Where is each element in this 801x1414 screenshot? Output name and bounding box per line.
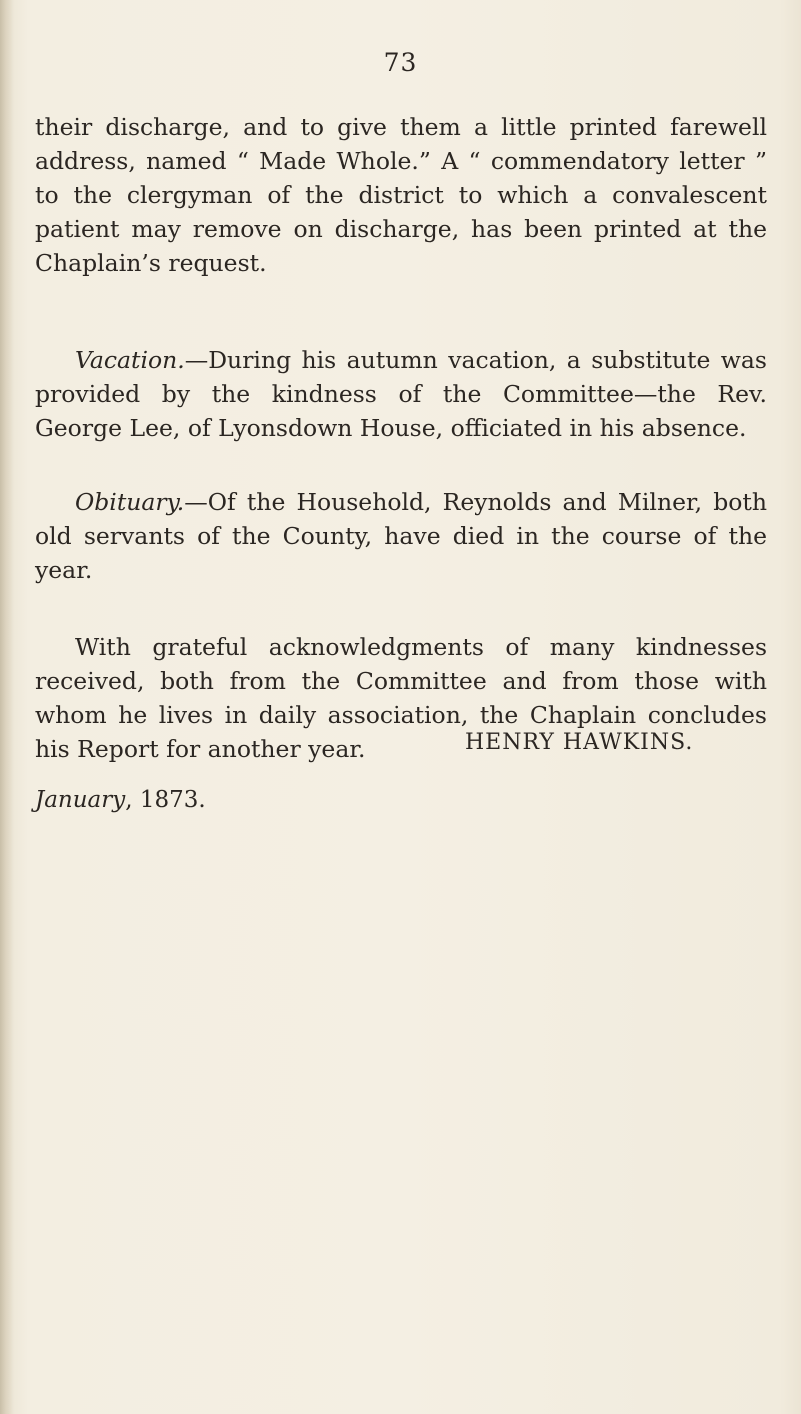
paragraph-obituary [35,485,767,587]
dateline-year: , 1873. [125,787,206,813]
section-heading-obituary: Obituary. [75,488,185,516]
text-line: old servants of the County, have died in the course of the [35,522,767,550]
page-number: 73 [383,48,418,77]
text-line: whom he lives in daily association, the Chaplain concludes [35,701,767,729]
text-line: to the clergyman of the district to which a convalescent [35,181,767,209]
text-line: patient may remove on discharge, has been printed at the [35,215,767,243]
dateline-month: January [35,787,126,813]
text-line [35,343,767,377]
paragraph-discharge [35,110,767,280]
paragraph-vacation [35,343,767,445]
dateline [35,787,206,813]
text-line: George Lee, of Lyonsdown House, officiated in his absence. [35,414,747,442]
text-line [35,485,767,519]
section-heading-vacation: Vacation. [75,346,185,374]
text-line: received, both from the Committee and from those with [35,667,767,695]
text-line: his Report for another year. [35,735,366,763]
signature: HENRY HAWKINS. [465,730,694,755]
binding-gutter-shadow [0,0,14,1414]
text-run: —Of the Household, Reynolds and Milner, both [184,488,767,516]
text-line: address, named “ Made Whole.” A “ commendatory letter ” [35,147,767,175]
text-line: year. [35,556,93,584]
text-line: provided by the kindness of the Committee—the Rev. [35,380,767,408]
text-line: Chaplain’s request. [35,249,267,277]
text-line: their discharge, and to give them a little printed farewell [35,113,767,141]
text-line: With grateful acknowledgments of many kindnesses [75,633,767,661]
text-run: —During his autumn vacation, a substitute was [184,346,767,374]
